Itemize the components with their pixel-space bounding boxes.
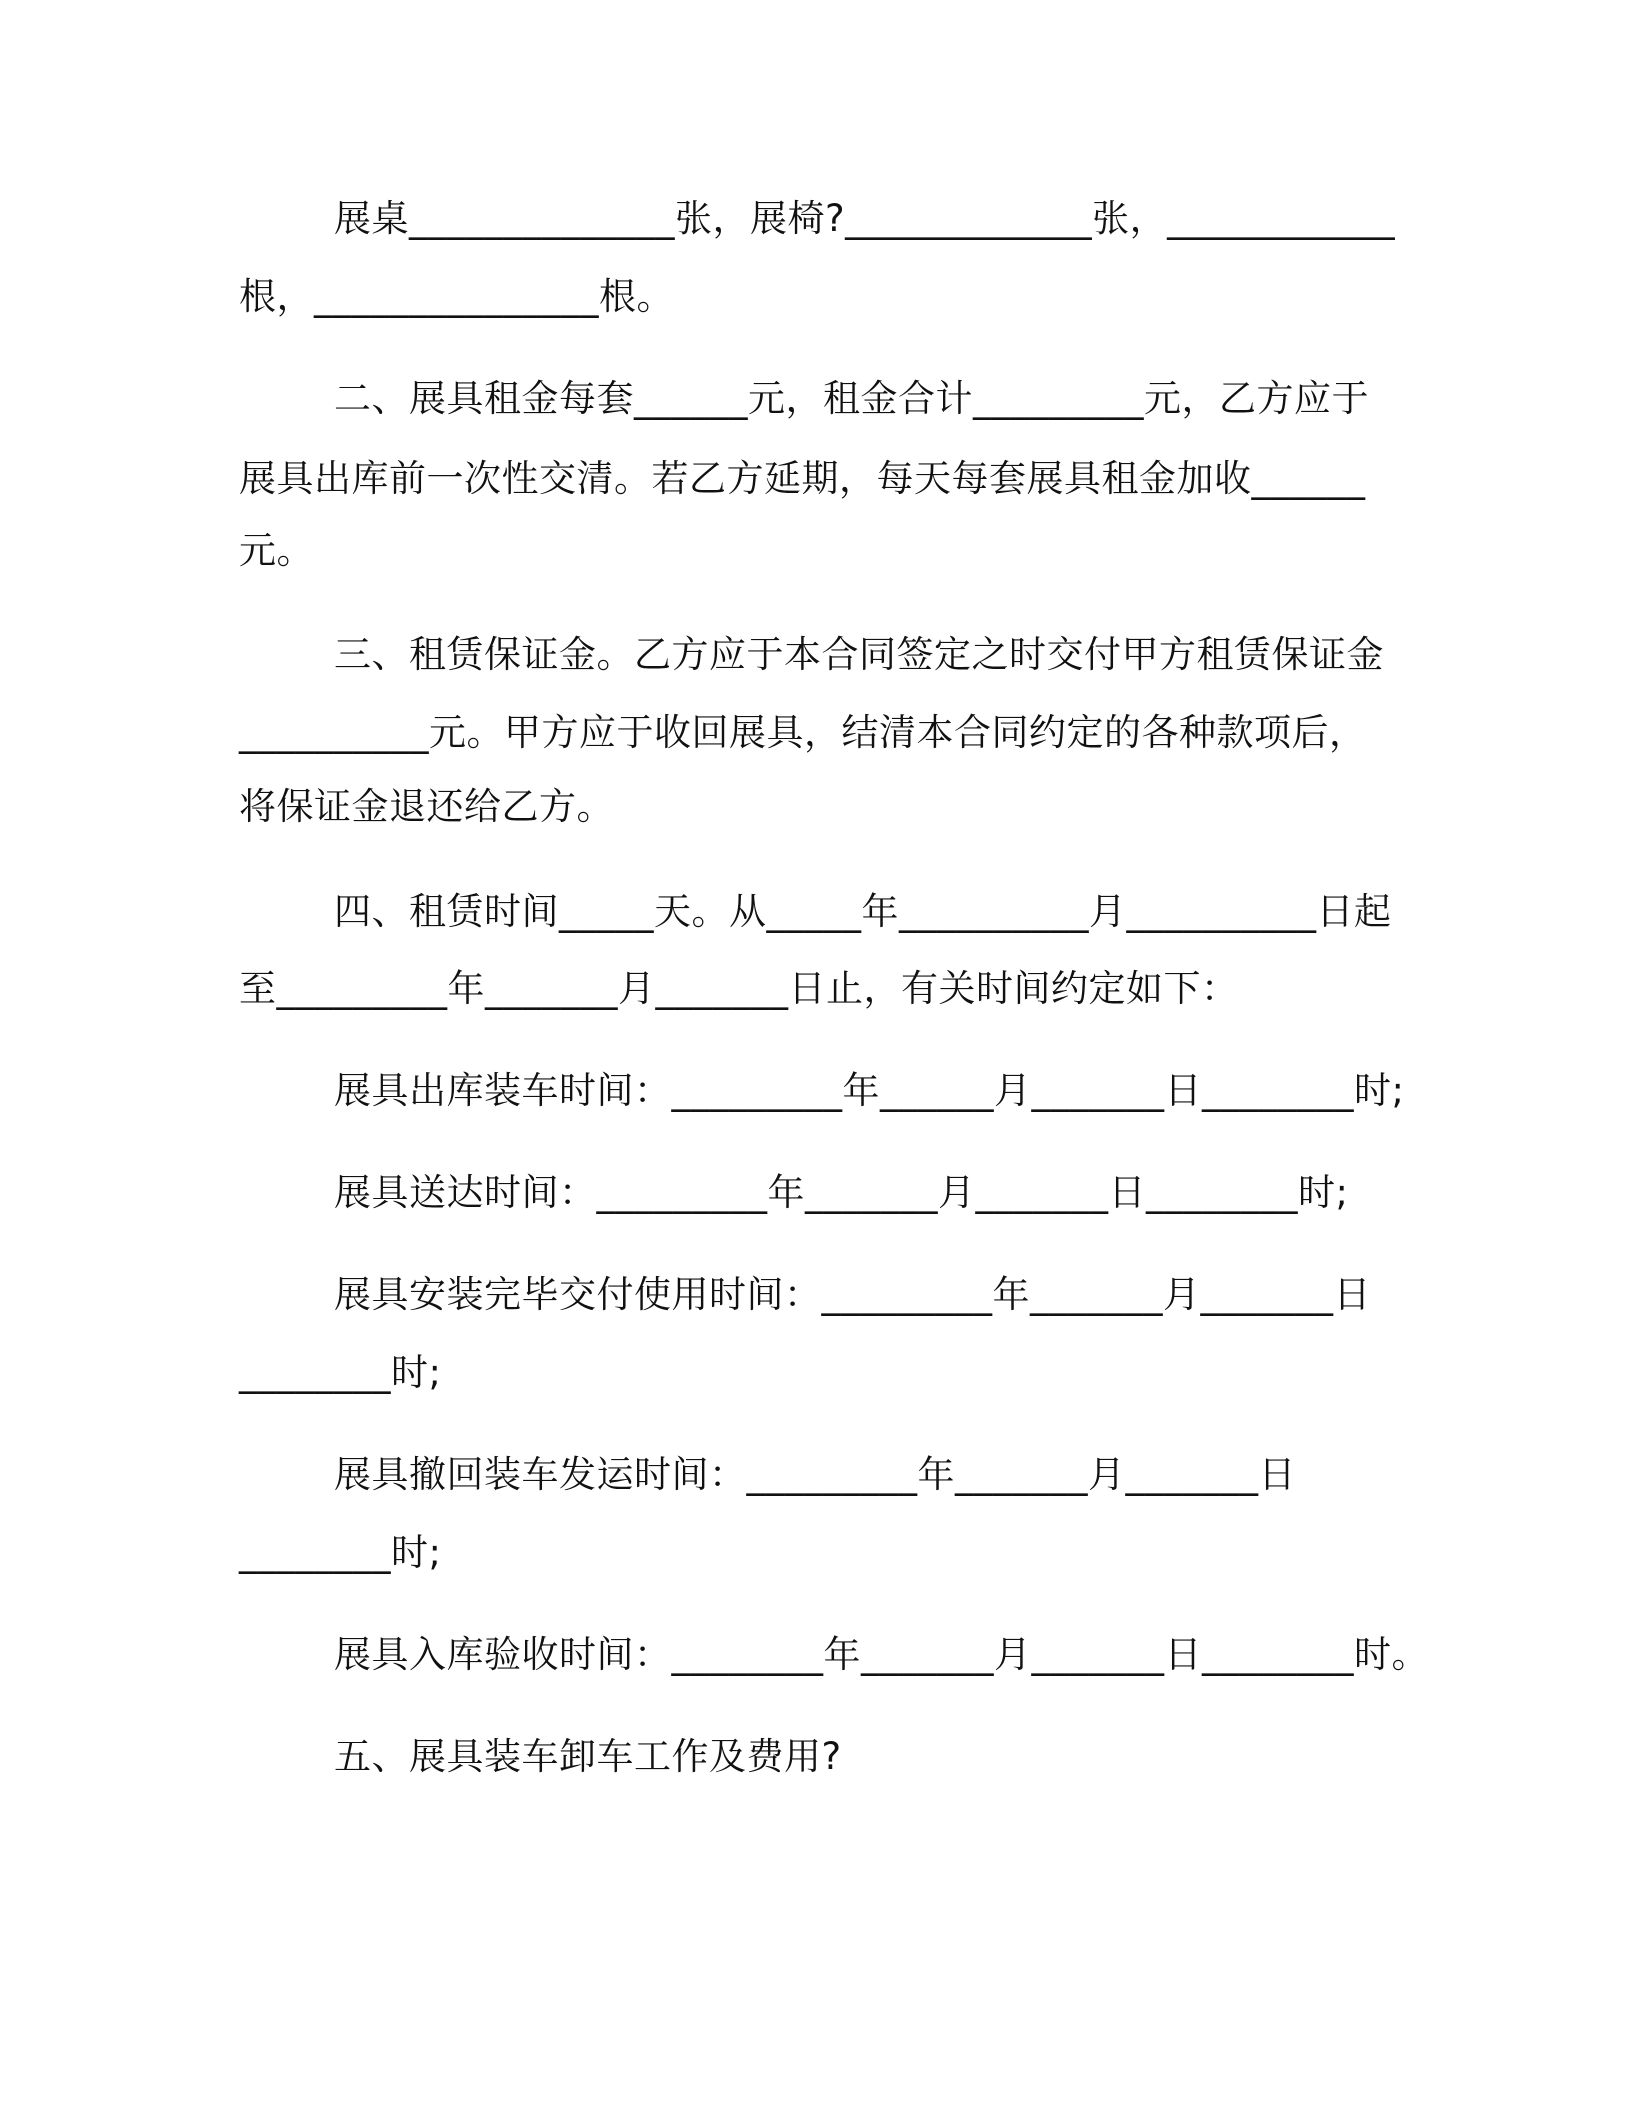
clause-3-line: 三、租赁保证金。乙方应于本合同签定之时交付甲方租赁保证金 bbox=[334, 633, 1384, 676]
clause-2-line: 二、展具租金每套______元，租金合计_________元，乙方应于 bbox=[334, 377, 1369, 420]
withdraw-time-line: 展具撤回装车发运时间：_________年_______月_______日 bbox=[334, 1453, 1296, 1496]
clause-4-line-cont: 至_________年_______月_______日止，有关时间约定如下： bbox=[239, 967, 1239, 1010]
clause-furniture-line-cont: 根，_______________根。 bbox=[239, 275, 674, 318]
delivery-time-line: 展具送达时间：_________年_______月_______日________时; bbox=[334, 1171, 1349, 1214]
loading-time-line: 展具出库装车时间：_________年______月_______日________时; bbox=[334, 1069, 1405, 1112]
clause-furniture-line: 展桌______________张，展椅?_____________张，____________ bbox=[334, 197, 1396, 240]
clause-5-heading: 五、展具装车卸车工作及费用? bbox=[334, 1735, 842, 1778]
clause-2-line-cont: 展具出库前一次性交清。若乙方延期，每天每套展具租金加收______ bbox=[239, 457, 1366, 500]
install-time-line-cont: ________时; bbox=[239, 1351, 442, 1394]
storage-time-line: 展具入库验收时间：________年_______月_______日________时。 bbox=[334, 1633, 1429, 1676]
withdraw-time-line-cont: ________时; bbox=[239, 1531, 442, 1574]
clause-2-line-end: 元。 bbox=[239, 529, 314, 572]
clause-3-line-cont: __________元。甲方应于收回展具，结清本合同约定的各种款项后， bbox=[239, 711, 1367, 754]
install-time-line: 展具安装完毕交付使用时间：_________年_______月_______日 bbox=[334, 1273, 1371, 1316]
clause-4-line: 四、租赁时间_____天。从_____年__________月__________日起 bbox=[334, 890, 1392, 933]
clause-3-line-end: 将保证金退还给乙方。 bbox=[239, 785, 614, 828]
